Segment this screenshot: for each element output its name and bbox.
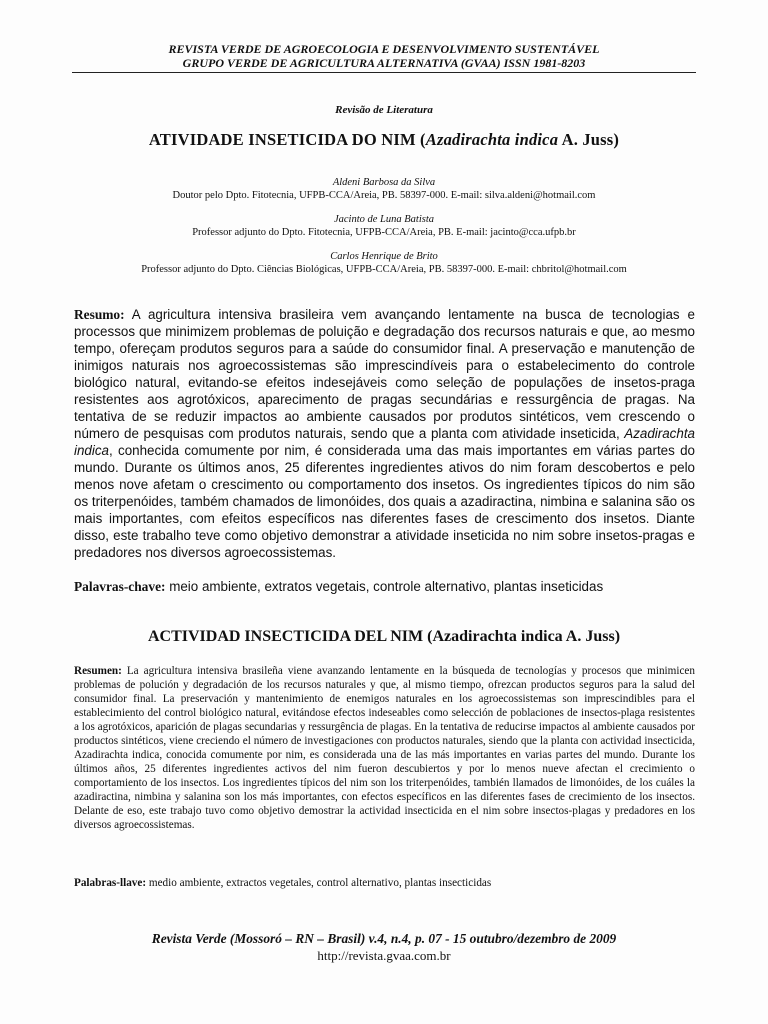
journal-publisher: GRUPO VERDE DE AGRICULTURA ALTERNATIVA (GVAA) ISSN 1981-8203 [182,56,586,70]
section-label: Revisão de Literatura [335,104,433,116]
keywords-text: meio ambiente, extratos vegetais, controle alternativo, plantas inseticidas [165,579,604,594]
author-name: Jacinto de Luna Batista [333,214,435,225]
abstract-spanish [74,664,695,832]
keywords-spanish [74,877,695,889]
title-text-after: A. Juss) [558,130,620,149]
author-name: Aldeni Barbosa da Silva [332,177,436,188]
author-affiliation: Professor adjunto do Dpto. Fitotecnia, UFPB-CCA/Areia, PB. E-mail: jacinto@cca.ufpb.br [192,227,576,238]
palabras-llave-label: Palabras-llave: [74,877,147,889]
author-block-2 [72,213,696,239]
journal-url-link[interactable]: http://revista.gvaa.com.br [317,948,451,963]
palabras-llave-text: medio ambiente, extractos vegetales, control alternativo, plantas insecticidas [146,877,492,889]
abstract-label: Resumo: [74,307,125,322]
author-affiliation: Doutor pelo Dpto. Fitotecnia, UFPB-CCA/Areia, PB. 58397-000. E-mail: silva.aldeni@hotmail.com [172,190,596,201]
title-text-before: ATIVIDADE INSETICIDA DO NIM ( [148,130,426,149]
journal-citation: Revista Verde (Mossoró – RN – Brasil) v.4, n.4, p. 07 - 15 outubro/dezembro de 2009 [151,931,617,946]
article-title [72,130,696,150]
journal-name: REVISTA VERDE DE AGROECOLOGIA E DESENVOLVIMENTO SUSTENTÁVEL [168,42,600,56]
article-title-spanish: ACTIVIDAD INSECTICIDA DEL NIM (Azadirachta indica A. Juss) [147,628,621,645]
journal-header [72,42,696,70]
resumen-label: Resumen: [74,665,122,677]
keywords-label: Palavras-chave: [74,579,166,594]
author-block-1 [72,176,696,202]
author-affiliation: Professor adjunto do Dpto. Ciências Biológicas, UFPB-CCA/Areia, PB. 58397-000. E-mail: chbritol@hotmail.com [141,264,627,275]
title-species: Azadirachta indica [425,130,559,149]
author-block-3 [72,250,696,276]
resumen-text: La agricultura intensiva brasileña viene avanzando lentamente en la búsqueda de tecnologías y procesos que minimicen problemas de polución y degradación de los recursos naturales y que, al mismo tiempo, ofrezcan productos seguros para la salud del consumidor final. La preservación y mantenimiento de enemigos naturales en los agroecossistemas son imprescindibles para el establecimiento del control biológico natural, evitándose efectos indeseables como selección de poblaciones de insectos-plaga resistentes a los agrotóxicos, aparición de plagas secundarias y ressurgência de plagas. En la tentativa de reducirse impactos al ambiente causados por productos sintéticos, viene creciendo el número de investigaciones con productos naturales, siendo que la planta con actividad insecticida, Azadirachta indica, conocida comumente por nim, es considerada una de las más importantes en varias partes del mundo. Durante los últimos años, 25 diferentes ingredientes activos del nim fueron descubiertos y por lo menos nueve afectan el crecimiento o comportamiento de los insectos. Los ingredientes típicos del nim son los triterpenóides, también llamados de limonóides, de los cuáles la azadiractina, nimbina y salanina son los más importantes, con efectos específicos en las diferentes fases de crecimiento de los insectos. Delante de eso, este trabajo tuvo como objetivo demostrar la actividad insecticida en el nim sobre insectos-plagas y predadores en los diversos agroecossistemas. [74,665,695,831]
keywords-portuguese [74,579,695,595]
abstract-species: Azadirachta indica [74,426,695,458]
abstract-text-part1: A agricultura intensiva brasileira vem avançando lentamente na busca de tecnologias e processos que minimizem problemas de poluição e degradação dos recursos naturais e que, ao mesmo tempo, ofereçam produtos seguros para a saúde do consumidor final. A preservação e manutenção de inimigos naturais nos agroecossistemas são imprescindíveis para o estabelecimento do controle biológico natural, evitando-se efeitos indesejáveis como seleção de populações de insetos-praga resistentes aos agrotóxicos, aparecimento de pragas secundárias e ressurgência de pragas. Na tentativa de se reduzir impactos ao ambiente causados por produtos sintéticos, vem crescendo o número de pesquisas com produtos naturais, sendo que a planta com atividade inseticida, [74,307,695,441]
author-name: Carlos Henrique de Brito [330,251,438,262]
header-divider [72,72,696,73]
abstract-text-part2: , conhecida comumente por nim, é considerada uma das mais importantes em várias partes do mundo. Durante os últimos anos, 25 diferentes ingredientes ativos do nim foram descobertos e pelo menos nove afetam o crescimento ou comportamento dos insetos. Os ingredientes típicos do nim são os triterpenóides, também chamados de limonóides, dos quais a azadiractina, nimbina e salanina são os mais importantes, com efeitos específicos nas diferentes fases de crescimento dos insetos. Diante disso, este trabalho teve como objetivo demonstrar a atividade inseticida no nim sobre insetos-pragas e predadores nos diversos agroecossistemas. [74,443,695,560]
abstract-portuguese [74,306,695,561]
